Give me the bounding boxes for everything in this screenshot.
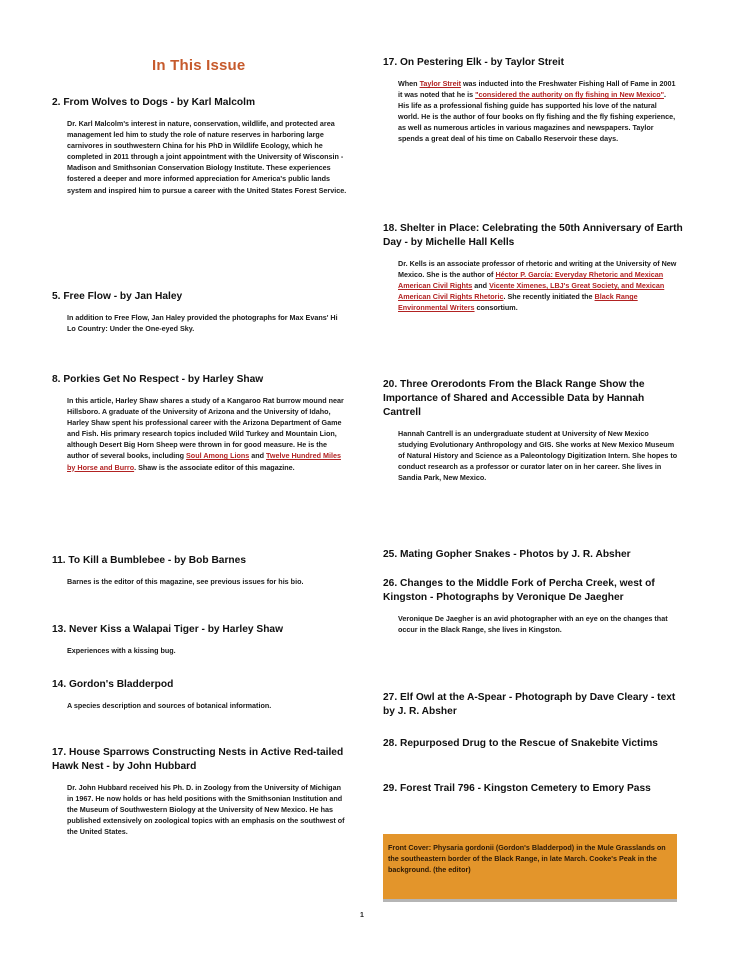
toc-entry xyxy=(52,96,352,196)
toc-entry-heading: 25. Mating Gopher Snakes - Photos by J. R. Absher xyxy=(383,549,631,560)
toc-entry-heading: 5. Free Flow - by Jan Haley xyxy=(52,291,183,302)
toc-entry-heading: 29. Forest Trail 796 - Kingston Cemetery to Emory Pass xyxy=(383,783,651,794)
book-link[interactable]: Vicente Ximenes, LBJ's Great Society, and Mexican American Civil Rights Rhetoric xyxy=(398,281,665,302)
toc-entry-heading: 26. Changes to the Middle Fork of Percha Creek, west of Kingston - Photographs by Veronique De Jaegher xyxy=(383,578,655,603)
book-link[interactable]: Héctor P. García: Everyday Rhetoric and Mexican American Civil Rights xyxy=(398,270,664,291)
toc-entry-description: Barnes is the editor of this magazine, see previous issues for his bio. xyxy=(67,577,304,586)
toc-entry-description: In addition to Free Flow, Jan Haley provided the photographs for Max Evans' Hi Lo Country: Under the One-eyed Sky. xyxy=(67,313,338,334)
consortium-link[interactable]: Black Range Environmental Writers xyxy=(398,292,638,313)
toc-entry-description: Dr. Karl Malcolm's interest in nature, conservation, wildlife, and protected area management led him to study the role of nature reserves in harboring large carnivores in southwestern China for his PhD in Wildlife Ecology, which he completed in 2011 through a joint appointment with the University of Wisconsin - Madison and Smithsonian Conservation Biology Institute. These experiences fostered a deeper and more informed appreciation for America's public lands system and inspired him to pursue a career with the United States Forest Service. xyxy=(67,119,347,195)
toc-entry-heading: 20. Three Orerodonts From the Black Range Show the Importance of Shared and Accessible Data by Hannah Cantrell xyxy=(383,379,645,418)
toc-entry xyxy=(52,554,352,587)
toc-entry-heading: 11. To Kill a Bumblebee - by Bob Barnes xyxy=(52,555,246,566)
toc-entry-heading: 17. On Pestering Elk - by Taylor Streit xyxy=(383,57,564,68)
toc-entry xyxy=(383,378,683,483)
toc-entry-heading: 13. Never Kiss a Walapai Tiger - by Harley Shaw xyxy=(52,624,284,635)
toc-entry xyxy=(383,691,683,719)
toc-entry xyxy=(52,373,352,473)
toc-entry xyxy=(383,56,683,145)
toc-entry-description: When Taylor Streit was inducted into the Freshwater Fishing Hall of Fame in 2001 it was noted that he is "considered the authority on fly fishing in New Mexico". His life as a professional fishing guide has supported his love of the natural world. He is the author of four books on fly fishing and the fly fishing experience, as well as numerous articles in various magazines and newspapers. Taylor spends a great deal of his time on Caballo Reservoir these days. xyxy=(398,79,676,144)
toc-entry xyxy=(52,746,352,837)
toc-entry-heading: 2. From Wolves to Dogs - by Karl Malcolm xyxy=(52,97,256,108)
toc-entry xyxy=(383,222,683,313)
toc-entry-description: In this article, Harley Shaw shares a study of a Kangaroo Rat burrow mound near Hillsboro. A graduate of the University of Arizona and the University of Idaho, Harley Shaw spent his professional career with the Arizona Department of Game and Fish. His primary research topics included Wild Turkey and Mountain Lion, although Desert Big Horn Sheep were thrown in for good measure. He is the author of several books, including Soul Among Lions and Twelve Hundred Miles by Horse and Burro. Shaw is the associate editor of this magazine. xyxy=(67,396,344,472)
toc-entry xyxy=(383,782,683,796)
author-link[interactable]: Taylor Streit xyxy=(419,79,461,88)
toc-entry-heading: 14. Gordon's Bladderpod xyxy=(52,679,174,690)
page-title: In This Issue xyxy=(152,57,246,74)
toc-entry-description: Dr. John Hubbard received his Ph. D. in Zoology from the University of Michigan in 1967. He now holds or has held positions with the Smithsonian Institution and the Museum of Southwestern Biology at the University of New Mexico. He has published extensively on zoological topics with an emphasis on the southwest of the United States. xyxy=(67,783,345,837)
toc-entry xyxy=(52,290,352,334)
toc-entry xyxy=(52,623,352,656)
front-cover-caption: Front Cover: Physaria gordonii (Gordon's Bladderpod) in the Mule Grasslands on the southeastern border of the Black Range, in late March. Cooke's Peak in the background. (the editor) xyxy=(383,834,677,902)
book-link[interactable]: Soul Among Lions xyxy=(186,451,250,461)
toc-entry-description: A species description and sources of botanical information. xyxy=(67,701,272,710)
toc-entry xyxy=(52,678,352,711)
toc-entry-heading: 17. House Sparrows Constructing Nests in Active Red-tailed Hawk Nest - by John Hubbard xyxy=(52,747,344,772)
toc-entry-description: Dr. Kells is an associate professor of rhetoric and writing at the University of New Mexico. She is the author of Héctor P. García: Everyday Rhetoric and Mexican American Civil Rights and Vicente Ximenes, LBJ's Great Society, and Mexican American Civil Rights Rhetoric. She recently initiated the Black Range Environmental Writers consortium. xyxy=(398,259,677,313)
quote-link[interactable]: "considered the authority on fly fishing in New Mexico" xyxy=(475,90,664,100)
toc-entry-heading: 8. Porkies Get No Respect - by Harley Shaw xyxy=(52,374,264,385)
toc-entry-description: Veronique De Jaegher is an avid photographer with an eye on the changes that occur in the Black Range, she lives in Kingston. xyxy=(398,614,668,635)
toc-entry-description: Hannah Cantrell is an undergraduate student at University of New Mexico studying Evolutionary Anthropology and GIS. She works at New Mexico Museum of Natural History and Science as a Paleontology Digitization Intern. She hopes to conduct research as a professor or curator later on in her career. She lives in Sandia Park, New Mexico. xyxy=(398,429,678,483)
toc-entry-heading: 27. Elf Owl at the A-Spear - Photograph by Dave Cleary - text by J. R. Absher xyxy=(383,692,676,717)
toc-entry-description: Experiences with a kissing bug. xyxy=(67,646,176,655)
toc-entry-heading: 18. Shelter in Place: Celebrating the 50th Anniversary of Earth Day - by Michelle Hall Kells xyxy=(383,223,683,248)
page-number: 1 xyxy=(360,912,364,919)
book-link[interactable]: Twelve Hundred Miles by Horse and Burro xyxy=(67,451,341,472)
toc-entry xyxy=(383,548,683,562)
toc-entry xyxy=(383,577,683,635)
toc-entry xyxy=(383,737,683,751)
toc-entry-heading: 28. Repurposed Drug to the Rescue of Snakebite Victims xyxy=(383,738,658,749)
